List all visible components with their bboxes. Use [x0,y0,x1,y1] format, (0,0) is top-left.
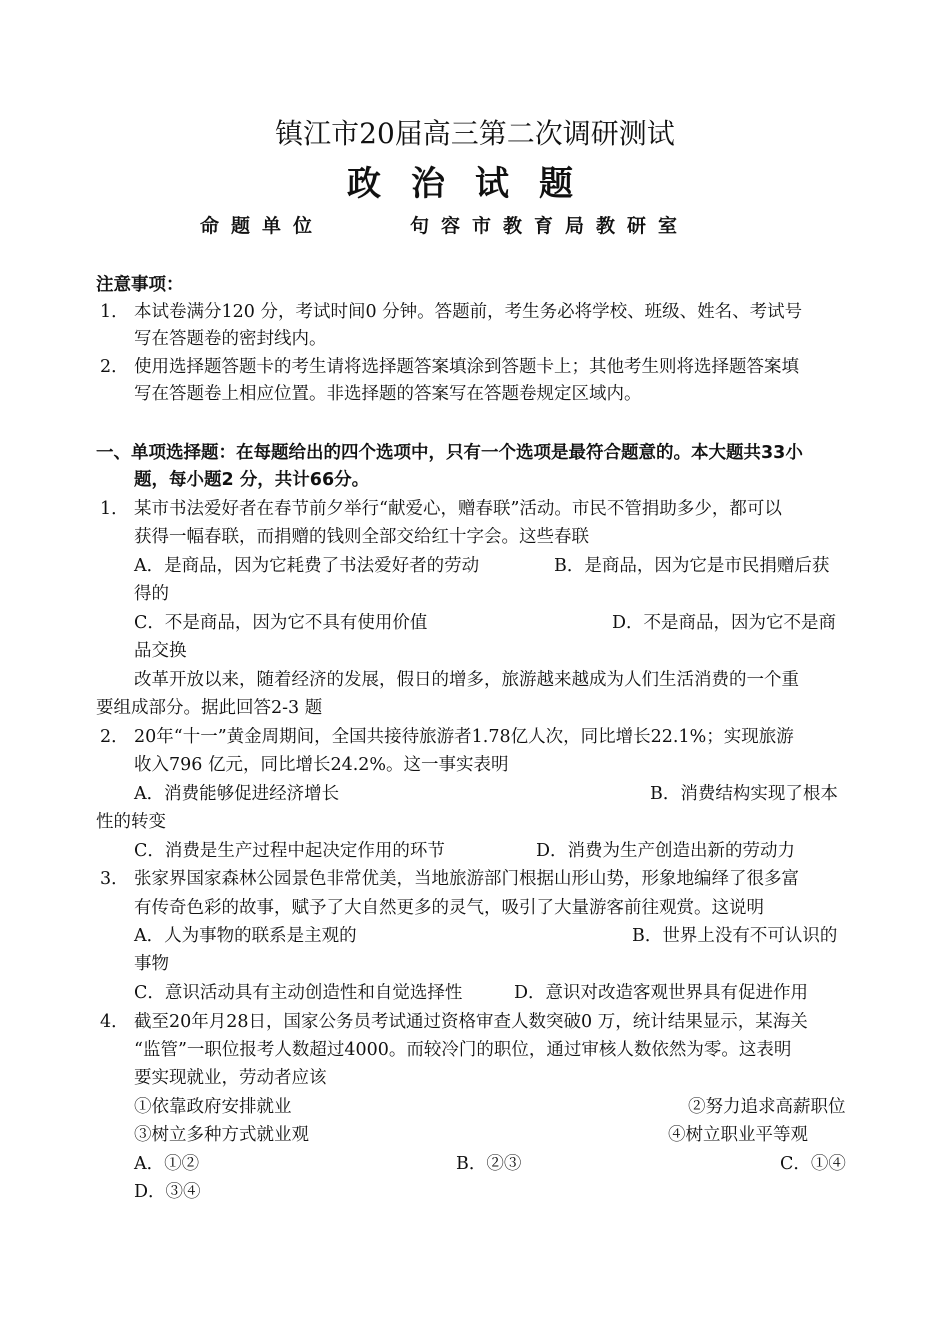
q3-stem-line2: 有传奇色彩的故事，赋予了大自然更多的灵气，吸引了大量游客前往观赏。这说明 [134,898,764,918]
notice-1-line1: 本试卷满分120 分，考试时间0 分钟。答题前，考生务必将学校、班级、姓名、考试号 [134,302,803,322]
q2-option-a: A．消费能够促进经济增长 [134,784,340,804]
q3-number: 3． [100,869,129,889]
q1-option-c: C．不是商品，因为它不具有使用价值 [134,613,428,633]
section1-line2: 题，每小题2 分，共计66分。 [134,470,370,490]
q2-stem-line2: 收入796 亿元，同比增长24.2%。这一事实表明 [134,755,509,775]
exam-title: 镇江市20届高三第二次调研测试 [275,117,675,150]
q1-option-d: D．不是商品，因为它不是商 [612,613,837,633]
notice-2-line2: 写在答题卷上相应位置。非选择题的答案写在答题卷规定区域内。 [134,384,642,404]
q3-stem-line1: 张家界国家森林公园景色非常优美，当地旅游部门根据山形山势，形象地编绎了很多富 [134,869,799,889]
q1-option-b: B．是商品，因为它是市民捐赠后获 [554,556,830,576]
q2-option-b-cont: 性的转变 [96,812,166,832]
q4-option-d: D．③④ [134,1182,201,1202]
q1-number: 1． [100,499,129,519]
q4-number: 4． [100,1012,129,1032]
q4-item-3: ③树立多种方式就业观 [134,1125,309,1145]
q3-option-d: D．意识对改造客观世界具有促进作用 [514,983,809,1003]
org-label: 命题单位 [200,215,325,237]
q3-option-b-cont: 事物 [134,954,169,974]
q3-option-a: A．人为事物的联系是主观的 [134,926,357,946]
notice-num-2: 2． [100,357,129,377]
subject-title: 政治试题 [347,164,603,204]
q4-item-4: ④树立职业平等观 [668,1125,808,1145]
q3-option-b: B．世界上没有不可认识的 [632,926,838,946]
q3-option-c: C．意识活动具有主动创造性和自觉选择性 [134,983,463,1003]
q4-option-a: A．①② [134,1154,200,1174]
notice-1-line2: 写在答题卷的密封线内。 [134,329,327,349]
q2-option-d: D．消费为生产创造出新的劳动力 [536,841,796,861]
q4-stem-line3: 要实现就业，劳动者应该 [134,1068,327,1088]
intro23-line1: 改革开放以来，随着经济的发展，假日的增多，旅游越来越成为人们生活消费的一个重 [134,670,799,690]
q4-stem-line2: “监管”一职位报考人数超过4000。而较冷门的职位，通过审核人数依然为零。这表明 [134,1040,792,1060]
q4-item-2: ②努力追求高薪职位 [688,1097,846,1117]
q2-option-c: C．消费是生产过程中起决定作用的环节 [134,841,445,861]
section1-line1: 一、单项选择题：在每题给出的四个选项中，只有一个选项是最符合题意的。本大题共33小 [96,443,803,463]
org-name: 句容市教育局教研室 [410,215,690,237]
notice-heading: 注意事项： [96,275,184,295]
notice-2-line1: 使用选择题答题卡的考生请将选择题答案填涂到答题卡上；其他考生则将选择题答案填 [134,357,799,377]
q2-number: 2． [100,727,129,747]
q1-option-b-cont: 得的 [134,584,169,604]
q1-option-d-cont: 品交换 [134,641,187,661]
q1-stem-line2: 获得一幅春联，而捐赠的钱则全部交给红十字会。这些春联 [134,527,589,547]
notice-num-1: 1． [100,302,129,322]
q4-option-b: B．②③ [456,1154,522,1174]
q2-stem-line1: 20年“十一”黄金周期间，全国共接待旅游者1.78亿人次，同比增长22.1%；实现旅游 [134,727,794,747]
q4-option-c: C．①④ [780,1154,846,1174]
q2-option-b: B．消费结构实现了根本 [650,784,838,804]
q4-item-1: ①依靠政府安排就业 [134,1097,292,1117]
intro23-line2: 要组成部分。据此回答2-3 题 [96,698,323,718]
q1-option-a: A．是商品，因为它耗费了书法爱好者的劳动 [134,556,480,576]
q4-stem-line1: 截至20年月28日，国家公务员考试通过资格审查人数突破0 万，统计结果显示，某海关 [134,1012,808,1032]
q1-stem-line1: 某市书法爱好者在春节前夕举行“献爱心，赠春联”活动。市民不管捐助多少，都可以 [134,499,782,519]
